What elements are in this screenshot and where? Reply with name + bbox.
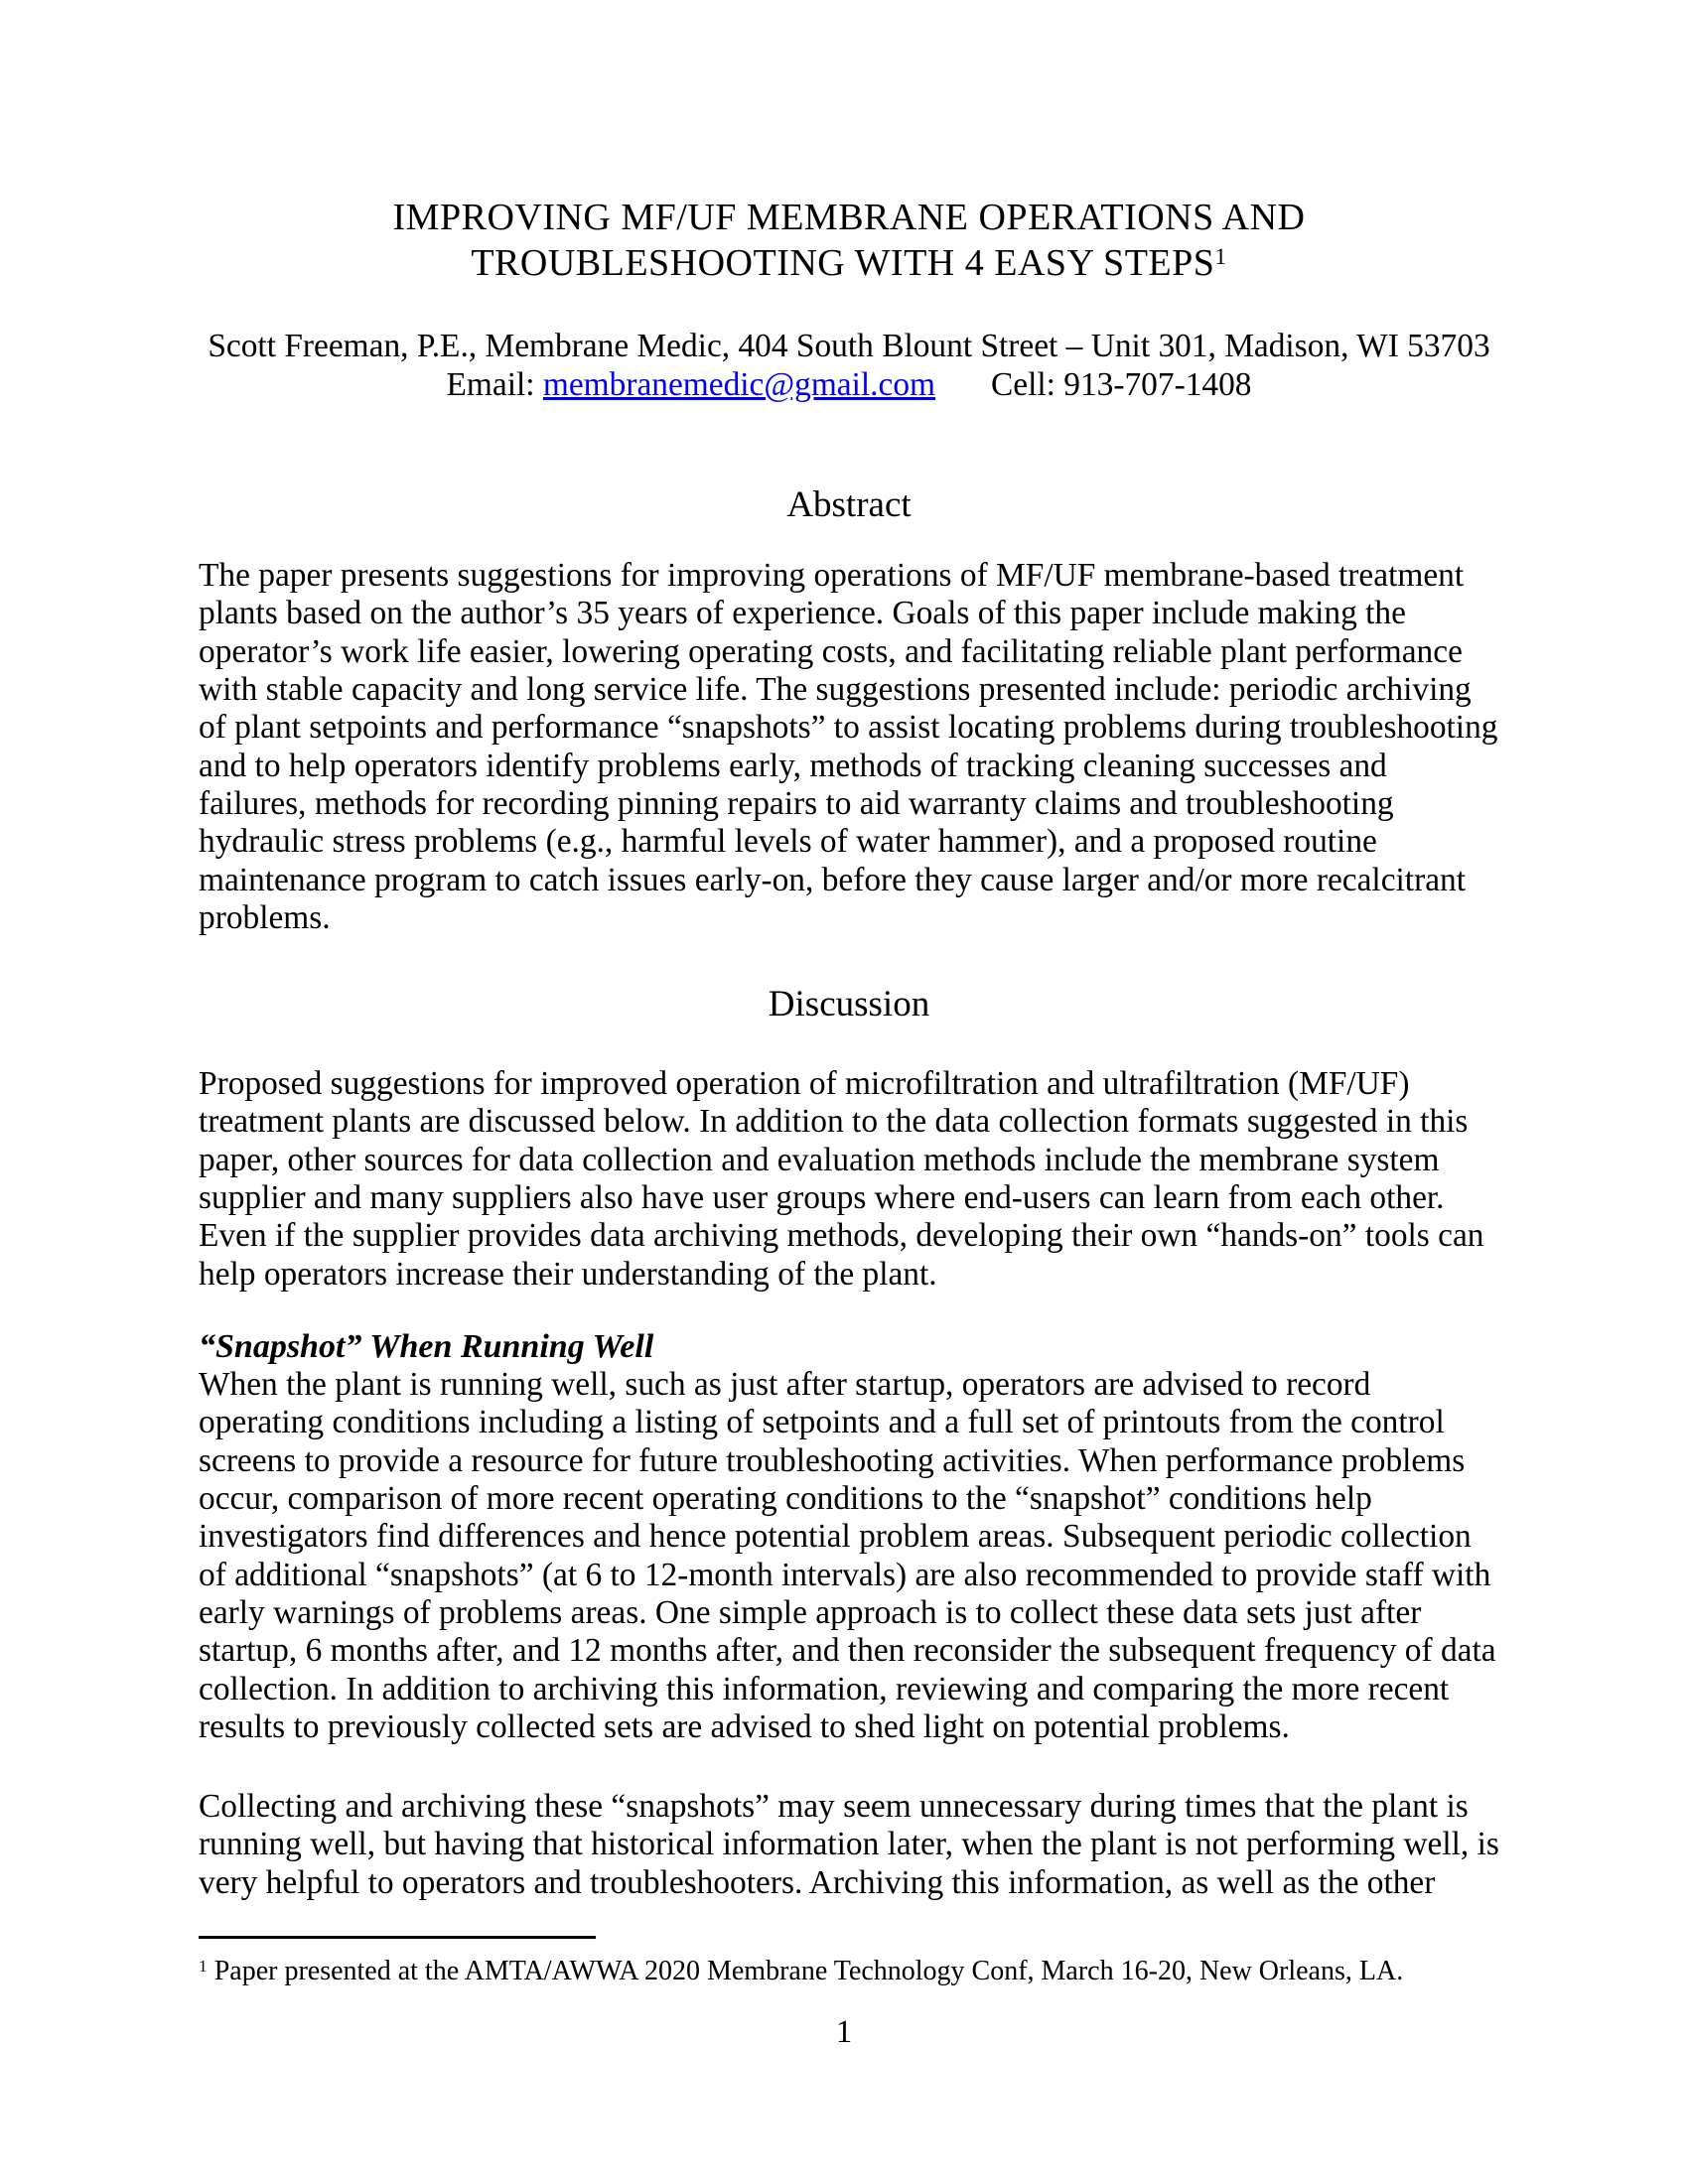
abstract-paragraph: The paper presents suggestions for improving operations of MF/UF membrane-based treatment plants based on the author’s 35 years of experience. Goals of this paper include making the operator’s work life easier, lowering operating costs, and facilitating reliable plant performance with stable capacity and long service life. The suggestions presented include: periodic archiving of plant setpoints and performance “snapshots” to assist locating problems during troubleshooting and to help operators identify problems early, methods of tracking cleaning successes and failures, methods for recording pinning repairs to aid warranty claims and troubleshooting hydraulic stress problems (e.g., harmful levels of water hammer), and a proposed routine maintenance program to catch issues early-on, before they cause larger and/or more recalcitrant problems. [199,557,1498,936]
discussion-paragraph: Proposed suggestions for improved operation of microfiltration and ultrafiltration (MF/UF) treatment plants are discussed below. In addition to the data collection formats suggested in this paper, other sources for data collection and evaluation methods include the membrane system supplier and many suppliers also have user groups where end-users can learn from each other. Even if the supplier provides data archiving methods, developing their own “hands-on” tools can help operators increase their understanding of the plant. [199,1065,1484,1293]
email-label: Email: [446,366,535,403]
footnote-reference: 1 [1214,244,1227,271]
discussion-heading: Discussion [768,984,930,1024]
paper-title-line-2-text: TROUBLESHOOTING WITH 4 EASY STEPS [471,242,1215,284]
paper-title [199,195,1499,291]
contact-line [199,365,1499,405]
footnote-marker: 1 [199,1957,208,1977]
footnote-separator [199,1936,596,1939]
footnote-text: Paper presented at the AMTA/AWWA 2020 Membrane Technology Conf, March 16-20, New Orleans, LA. [213,1956,1404,1986]
abstract-heading: Abstract [786,484,912,525]
paper-title-line-1: IMPROVING MF/UF MEMBRANE OPERATIONS AND [392,197,1306,238]
paper-title-line-2 [199,240,1499,291]
snapshot-paragraph-2: Collecting and archiving these “snapshots” may seem unnecessary during times that the plant is running well, but having that historical information later, when the plant is not performing well, is very helpful to operators and troubleshooters. Archiving this information, as well as the other [199,1788,1499,1901]
footnote [199,1955,1499,1990]
page-number: 1 [835,2014,853,2050]
snapshot-section-heading: “Snapshot” When Running Well [199,1328,654,1365]
cell-number: Cell: 913-707-1408 [991,366,1252,403]
email-link[interactable]: membranemedic@gmail.com [542,366,936,403]
author-line: Scott Freeman, P.E., Membrane Medic, 404 South Blount Street – Unit 301, Madison, WI 53703 [208,328,1490,364]
snapshot-paragraph-1: When the plant is running well, such as just after startup, operators are advised to record operating conditions including a listing of setpoints and a full set of printouts from the control screens to provide a resource for future troubleshooting activities. When performance problems occur, comparison of more recent operating conditions to the “snapshot” conditions help investigators find differences and hence potential problem areas. Subsequent periodic collection of additional “snapshots” (at 6 to 12-month intervals) are also recommended to provide staff with early warnings of problems areas. One simple approach is to collect these data sets just after startup, 6 months after, and 12 months after, and then reconsider the subsequent frequency of data collection. In addition to archiving this information, reviewing and comparing the more recent results to previously collected sets are advised to shed light on potential problems. [199,1366,1496,1745]
